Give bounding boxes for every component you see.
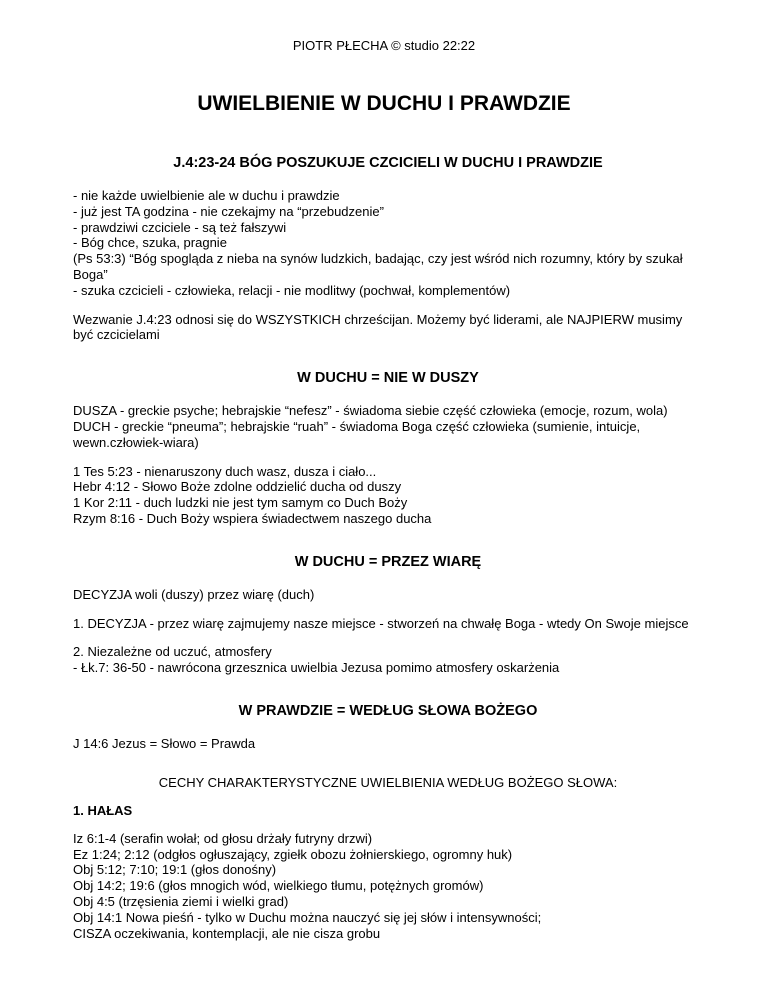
verse-line: Obj 4:5 (trzęsienia ziemi i wielki grad) (73, 893, 289, 909)
document-body (73, 155, 703, 941)
verse-line: Ez 1:24; 2:12 (odgłos ogłuszający, zgiełk obozu żołnierskiego, ogromny huk) (73, 846, 513, 862)
section-heading-spirit-not-soul: W DUCHU = NIE W DUSZY (297, 370, 479, 387)
verse-line: CISZA oczekiwania, kontemplacji, ale nie cisza grobu (73, 925, 381, 941)
section4-subheading: CECHY CHARAKTERYSTYCZNE UWIELBIENIA WEDŁUG BOŻEGO SŁOWA: (158, 774, 618, 790)
item-label-noise: 1. HAŁAS (73, 802, 133, 818)
section3-point-1: 1. DECYZJA - przez wiarę zajmujemy nasze miejsce - stworzeń na chwałę Boga - wtedy On Swoje miejsce (73, 615, 689, 631)
paragraph-line: Wezwanie J.4:23 odnosi się do WSZYSTKICH chrześcijan. Możemy być liderami, ale NAJPIERW musimy (73, 311, 683, 327)
paragraph-line: być czcicielami (73, 327, 160, 343)
list-item: - szuka czcicieli - człowieka, relacji - nie modlitwy (pochwał, komplementów) (73, 282, 511, 298)
definition-line: wewn.człowiek-wiara) (73, 434, 199, 450)
section4-intro: J 14:6 Jezus = Słowo = Prawda (73, 735, 256, 751)
section-heading-through-faith: W DUCHU = PRZEZ WIARĘ (294, 553, 482, 570)
verse-line: Iz 6:1-4 (serafin wołał; od głosu drżały futryny drzwi) (73, 830, 373, 846)
list-item: Boga” (73, 266, 108, 282)
verse-line: Obj 14:2; 19:6 (głos mnogich wód, wielkiego tłumu, potężnych gromów) (73, 878, 484, 894)
definition-line: DUSZA - greckie psyche; hebrajskie “nefesz” - świadoma siebie część człowieka (emocje, rozum, wola) (73, 403, 668, 419)
verse-line: Obj 5:12; 7:10; 19:1 (głos donośny) (73, 862, 277, 878)
list-item: - nie każde uwielbienie ale w duchu i prawdzie (73, 188, 340, 203)
list-item: - Bóg chce, szuka, pragnie (73, 235, 227, 251)
section4-item-lines (73, 831, 703, 942)
verse-line: Hebr 4:12 - Słowo Boże zdolne oddzielić ducha od duszy (73, 479, 402, 495)
document-title: UWIELBIENIE W DUCHU I PRAWDZIE (197, 92, 571, 115)
verse-line: 1 Tes 5:23 - nienaruszony duch wasz, dusza i ciało... (73, 463, 377, 479)
section1-paragraph (73, 312, 703, 344)
verse-line: Rzym 8:16 - Duch Boży wspiera świadectwem naszego ducha (73, 510, 432, 526)
list-item: (Ps 53:3) “Bóg spogląda z nieba na synów ludzkich, badając, czy jest wśród nich rozumny, który by szukał (73, 251, 683, 267)
section-heading-in-truth: W PRAWDZIE = WEDŁUG SŁOWA BOŻEGO (238, 702, 538, 719)
section2-verses (73, 464, 703, 527)
section-heading-seekers: J.4:23-24 BÓG POSZUKUJE CZCICIELI W DUCHU I PRAWDZIE (173, 155, 603, 171)
list-item: - już jest TA godzina - nie czekajmy na “przebudzenie” (73, 203, 384, 219)
point-line: 2. Niezależne od uczuć, atmosfery (73, 644, 272, 660)
section1-list (73, 188, 703, 299)
author-header: PIOTR PŁECHA © studio 22:22 (292, 38, 476, 53)
verse-line: 1 Kor 2:11 - duch ludzki nie jest tym samym co Duch Boży (73, 495, 408, 511)
point-line: - Łk.7: 36-50 - nawrócona grzesznica uwielbia Jezusa pomimo atmosfery oskarżenia (73, 660, 560, 676)
section2-definitions (73, 403, 703, 450)
section3-intro: DECYZJA woli (duszy) przez wiarę (duch) (73, 586, 315, 602)
definition-line: DUCH - greckie “pneuma”; hebrajskie “ruah” - świadoma Boga część człowieka (sumienie, intuicje, (73, 418, 641, 434)
list-item: - prawdziwi czciciele - są też fałszywi (73, 219, 287, 235)
verse-line: Obj 14:1 Nowa pieśń - tylko w Duchu można nauczyć się jej słów i intensywności; (73, 909, 542, 925)
section3-point-2 (73, 644, 703, 676)
